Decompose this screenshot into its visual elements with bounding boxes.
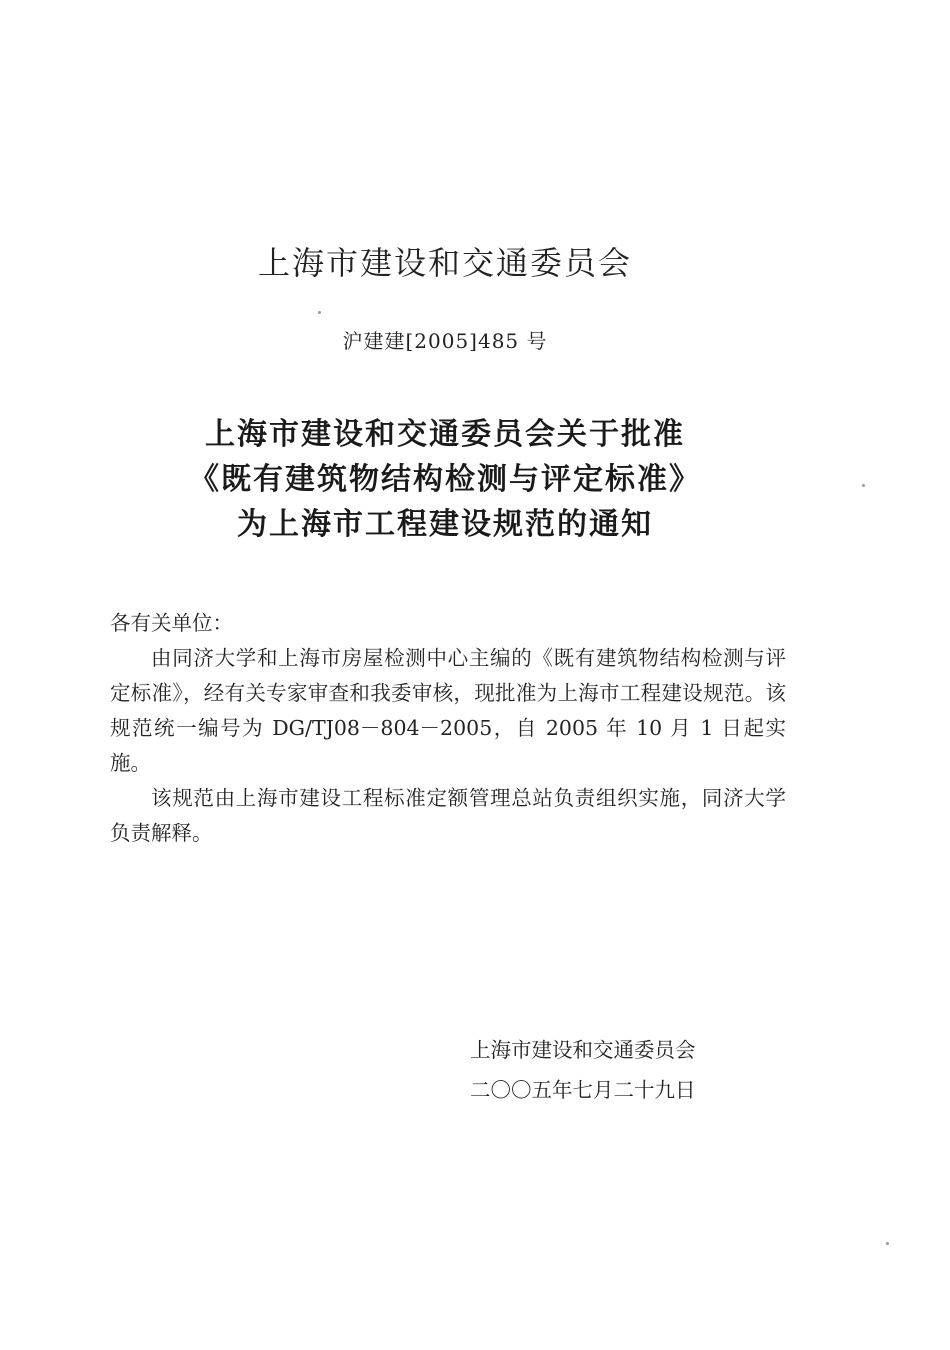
scan-speck bbox=[862, 484, 865, 487]
scan-speck bbox=[318, 311, 321, 314]
title-line-1: 上海市建设和交通委员会关于批准 bbox=[205, 417, 685, 452]
document-number: 沪建建[2005]485 号 bbox=[342, 329, 548, 353]
notice-body bbox=[110, 606, 786, 851]
title-line-3: 为上海市工程建设规范的通知 bbox=[237, 507, 653, 542]
notice-title bbox=[0, 412, 890, 547]
signature-date: 二〇〇五年七月二十九日 bbox=[470, 1078, 696, 1102]
body-paragraph-2: 该规范由上海市建设工程标准定额管理总站负责组织实施，同济大学负责解释。 bbox=[110, 786, 786, 845]
issuer-heading: 上海市建设和交通委员会 bbox=[257, 244, 632, 282]
title-line-2: 《既有建筑物结构检测与评定标准》 bbox=[189, 462, 701, 497]
scan-speck bbox=[886, 1242, 889, 1245]
signature-organization: 上海市建设和交通委员会 bbox=[470, 1038, 696, 1062]
salutation: 各有关单位： bbox=[110, 611, 233, 635]
body-paragraph-1: 由同济大学和上海市房屋检测中心主编的《既有建筑物结构检测与评定标准》，经有关专家审查和我委审核，现批准为上海市工程建设规范。该规范统一编号为 DG/TJ08－804－2005，自 2005 年 10 月 1 日起实施。 bbox=[110, 646, 786, 775]
signature-block bbox=[470, 1030, 696, 1110]
